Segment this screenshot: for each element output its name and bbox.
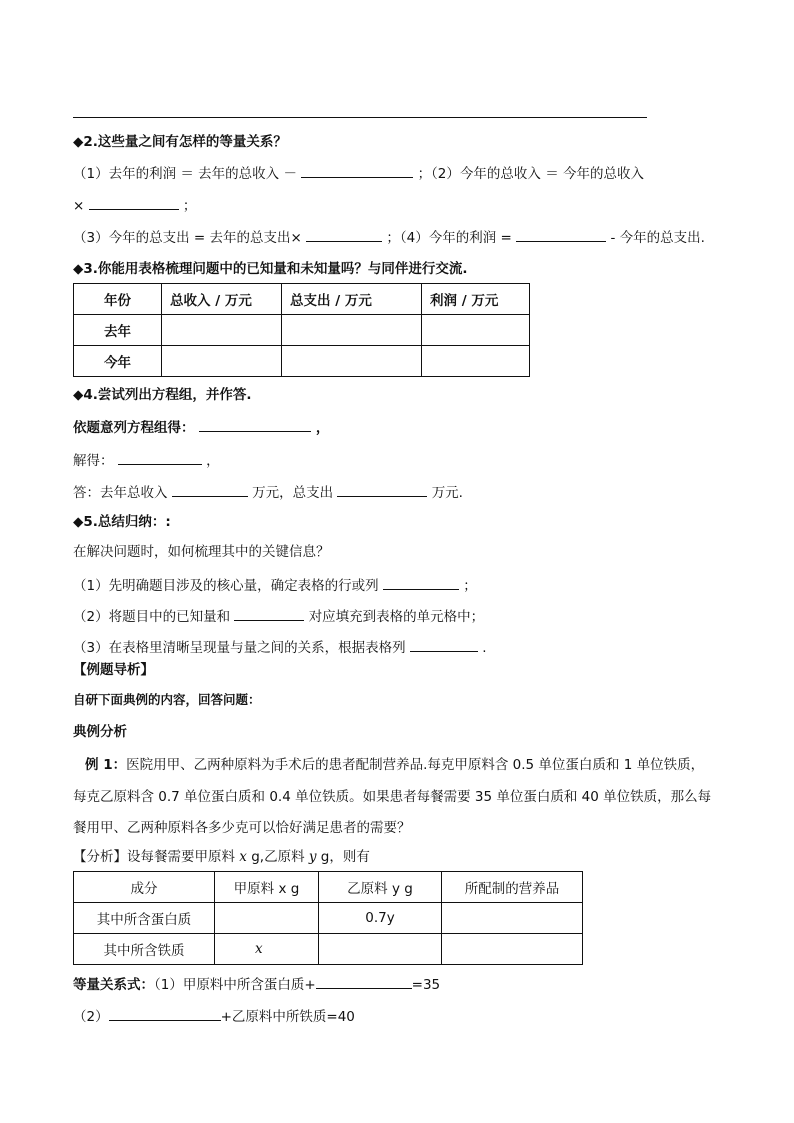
q4-l2-b: ， <box>206 453 220 469</box>
q4-title: ◆4.尝试列出方程组，并作答. <box>73 387 252 403</box>
blank-q4-2[interactable] <box>118 450 202 465</box>
ex-header-component: 成分 <box>74 872 215 903</box>
q3-cell[interactable] <box>282 346 422 377</box>
blank-q4-3[interactable] <box>172 482 248 497</box>
q3-cell[interactable] <box>162 346 282 377</box>
q5-s2-b: 对应填充到表格的单元格中； <box>308 609 485 625</box>
q4-line2 <box>73 450 220 471</box>
ex-cell[interactable] <box>442 934 583 965</box>
blank-q2-4[interactable] <box>516 227 606 242</box>
equation-line-2 <box>73 1006 355 1027</box>
q4-line1 <box>73 417 329 438</box>
q2-l1-a: （1）去年的利润 ＝ 去年的总收入 － <box>73 166 297 182</box>
q2-l2-b: ； <box>182 198 197 214</box>
q3-cell[interactable] <box>162 315 282 346</box>
eq1-a: （1）甲原料中所含蛋白质+ <box>154 977 316 993</box>
q5-s3-a: （3）在表格里清晰呈现量与量之间的关系，根据表格列 <box>73 640 406 656</box>
ex-cell[interactable] <box>319 934 442 965</box>
q3-cell[interactable] <box>282 315 422 346</box>
var-x: x <box>239 849 247 865</box>
var-y: y <box>308 849 317 865</box>
q2-title: ◆2.这些量之间有怎样的等量关系？ <box>73 134 287 150</box>
ex-cell-iron-a: x <box>215 934 319 965</box>
q4-l2-a: 解得： <box>73 453 114 469</box>
q4-l1-a: 依题意列方程组得： <box>73 420 195 436</box>
q5-s1-a: （1）先明确题目涉及的核心量，确定表格的行或列 <box>73 578 379 594</box>
ex-header-mix: 所配制的营养品 <box>442 872 583 903</box>
q3-cell[interactable] <box>422 315 530 346</box>
blank-eq-2[interactable] <box>109 1006 221 1021</box>
q4-l3-a: 答：去年总收入 <box>73 485 168 501</box>
q3-header-expense: 总支出 / 万元 <box>282 284 422 315</box>
example-para-2: 每克乙原料含 0.7 单位蛋白质和 0.4 单位铁质。如果患者每餐需要 35 单位蛋白质和 40 单位铁质，那么每 <box>73 789 712 805</box>
blank-q2-1[interactable] <box>301 163 413 178</box>
q5-s1-b: ； <box>463 578 477 594</box>
blank-q2-2[interactable] <box>89 195 179 210</box>
blank-q5-2[interactable] <box>234 606 304 621</box>
ex-cell[interactable] <box>442 903 583 934</box>
q3-header-year: 年份 <box>74 284 162 315</box>
q2-l1-b: ；（2）今年的总收入 ＝ 今年的总收入 <box>417 166 644 182</box>
q5-s2-a: （2）将题目中的已知量和 <box>73 609 231 625</box>
example-instruction: 自研下面典例的内容，回答问题： <box>73 692 261 707</box>
q3-title: ◆3.你能用表格梳理问题中的已知量和未知量吗？与同伴进行交流. <box>73 261 468 277</box>
q2-l2-a: × <box>73 198 85 214</box>
q2-l3-c: - 今年的总支出. <box>610 230 705 246</box>
q5-s3-b: . <box>482 640 487 656</box>
ex-row-protein: 其中所含蛋白质 <box>74 903 215 934</box>
eq2-b: +乙原料中所铁质=40 <box>220 1009 355 1025</box>
q2-line1 <box>73 163 644 184</box>
blank-q4-4[interactable] <box>337 482 427 497</box>
example-p1: 医院用甲、乙两种原料为手术后的患者配制营养品.每克甲原料含 0.5 单位蛋白质和 1 单位铁质， <box>126 757 705 773</box>
q2-line2 <box>73 195 196 216</box>
q4-l3-c: 万元. <box>431 485 463 501</box>
analysis-b: g,乙原料 <box>246 849 309 865</box>
eq2-a: （2） <box>73 1009 109 1025</box>
q5-step2 <box>73 606 484 627</box>
q5-step3 <box>73 637 486 658</box>
top-rule <box>73 117 647 118</box>
example-section-title: 【例题导析】 <box>73 662 154 678</box>
example-table <box>73 871 583 965</box>
analysis-line <box>73 847 370 867</box>
q3-header-profit: 利润 / 万元 <box>422 284 530 315</box>
analysis-c: g，则有 <box>316 849 370 865</box>
blank-q4-1[interactable] <box>199 417 311 432</box>
blank-eq-1[interactable] <box>316 974 412 989</box>
q3-row-last-year: 去年 <box>74 315 162 346</box>
blank-q5-1[interactable] <box>383 575 459 590</box>
q5-title: ◆5.总结归纳：: <box>73 514 171 530</box>
blank-q2-3[interactable] <box>306 227 382 242</box>
example-para-1 <box>73 755 704 775</box>
q5-intro: 在解决问题时，如何梳理其中的关键信息？ <box>73 544 330 560</box>
q3-cell[interactable] <box>422 346 530 377</box>
q5-step1 <box>73 575 477 596</box>
example-label: 例 1： <box>85 757 127 773</box>
q4-l3-b: 万元，总支出 <box>252 485 334 501</box>
blank-q5-3[interactable] <box>410 637 478 652</box>
eq1-b: =35 <box>411 977 441 993</box>
ex-cell[interactable] <box>215 903 319 934</box>
ex-cell-protein-b: 0.7y <box>319 903 442 934</box>
example-heading: 典例分析 <box>73 724 127 740</box>
q4-line3 <box>73 482 463 503</box>
equation-line-1 <box>73 974 440 995</box>
example-para-3: 餐用甲、乙两种原料各多少克可以恰好满足患者的需要？ <box>73 820 411 836</box>
q4-l1-b: ， <box>315 420 330 436</box>
ex-header-a: 甲原料 x g <box>215 872 319 903</box>
analysis-a: 【分析】设每餐需要甲原料 <box>73 849 240 865</box>
ex-header-b: 乙原料 y g <box>319 872 442 903</box>
q2-line3 <box>73 227 705 248</box>
q2-l3-a: （3）今年的总支出 = 去年的总支出× <box>73 230 302 246</box>
eq-label: 等量关系式： <box>73 977 154 993</box>
q3-header-income: 总收入 / 万元 <box>162 284 282 315</box>
q2-l3-b: ；（4）今年的利润 = <box>386 230 512 246</box>
q3-row-this-year: 今年 <box>74 346 162 377</box>
q3-table <box>73 283 530 377</box>
ex-row-iron: 其中所含铁质 <box>74 934 215 965</box>
